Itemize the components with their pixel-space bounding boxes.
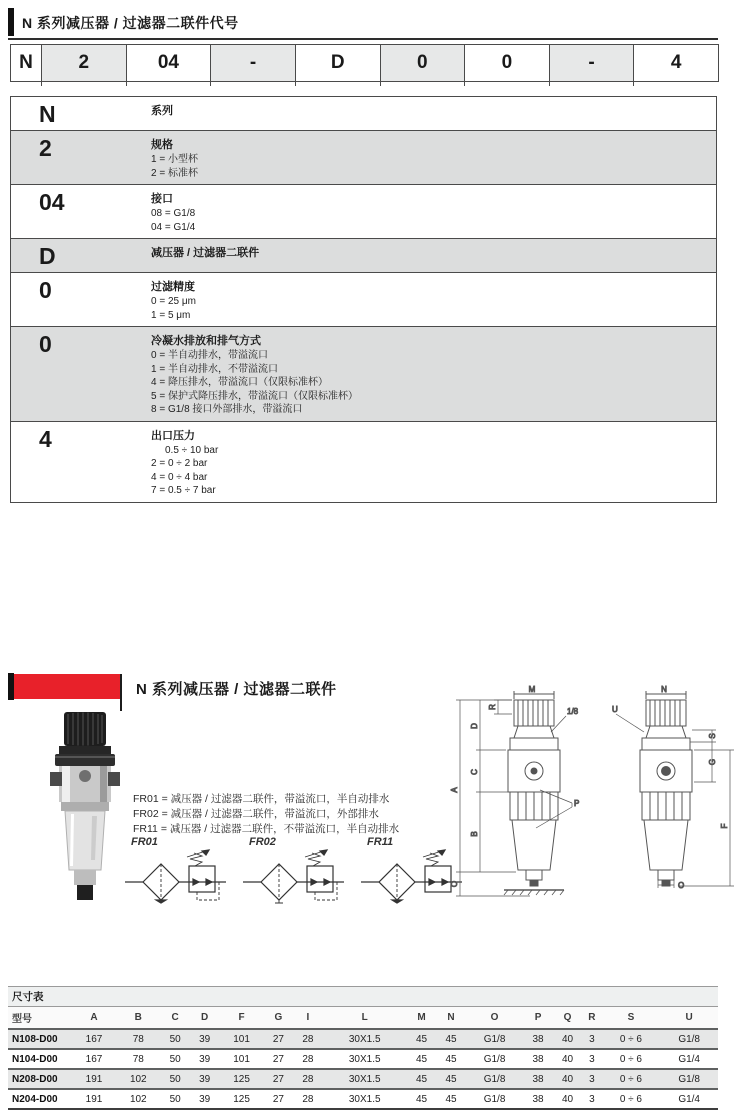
pneumatic-symbol: [123, 836, 231, 904]
dim-value: 30X1.5: [323, 1029, 407, 1049]
dimension-table-section: [8, 986, 718, 1110]
dimension-table-caption: 尺寸表: [8, 986, 718, 1007]
dimension-table-head: [8, 1007, 718, 1029]
dim-value: 167: [72, 1029, 116, 1049]
dim-value: 50: [160, 1089, 190, 1109]
dim-value: 125: [219, 1069, 263, 1089]
dim-value: 39: [190, 1049, 220, 1069]
header-rule: [8, 38, 718, 40]
dim-value: 39: [190, 1089, 220, 1109]
symbol-graphic: [123, 848, 231, 904]
code-option: 2 = 标准杯: [151, 167, 198, 179]
dim-label-G: G: [708, 758, 717, 766]
code-explanation-row: [11, 97, 716, 131]
dim-value: 101: [219, 1029, 263, 1049]
code-meaning-title: 系列: [151, 105, 173, 117]
section-vertical-rule: [120, 674, 122, 711]
dim-value: 45: [407, 1049, 437, 1069]
dim-value: 38: [523, 1089, 553, 1109]
code-meaning-title: 减压器 / 过滤器二联件: [151, 247, 260, 260]
code-option: 7 = 0.5 ÷ 7 bar: [151, 485, 216, 497]
dim-value: 102: [116, 1069, 160, 1089]
dim-value: 45: [407, 1089, 437, 1109]
code-explanation-table: [10, 96, 717, 503]
dim-column-header: P: [523, 1007, 553, 1029]
dim-value: 45: [407, 1069, 437, 1089]
code-cell: D: [296, 45, 381, 81]
code-character: 4: [39, 425, 52, 452]
dim-label-port: 1/8: [567, 707, 579, 716]
dim-label-S: S: [708, 733, 717, 739]
dim-value: 27: [264, 1049, 294, 1069]
dim-column-header: U: [660, 1007, 718, 1029]
code-character: 04: [39, 189, 65, 216]
dim-value: 28: [293, 1069, 323, 1089]
code-option: 5 = 保护式降压排水，带溢流口（仅限标准杯）: [151, 390, 358, 402]
code-option: 8 = G1/8 接口外部排水，带溢流口: [151, 404, 303, 416]
dim-value: 78: [116, 1029, 160, 1049]
dim-value: G1/4: [660, 1089, 718, 1109]
code-cell: 2: [42, 45, 127, 81]
variant-line: FR02 = 减压器 / 过滤器二联件，带溢流口，外部排水: [133, 808, 379, 820]
dim-value: 45: [407, 1029, 437, 1049]
dim-value: G1/8: [660, 1029, 718, 1049]
dim-value: 125: [219, 1089, 263, 1109]
dim-value: 28: [293, 1029, 323, 1049]
dim-table-row: [8, 1089, 718, 1109]
model-number: N108-D00: [8, 1029, 72, 1049]
dim-value: 40: [553, 1069, 583, 1089]
code-cell: N: [11, 45, 42, 81]
dim-label-A: A: [450, 787, 459, 793]
dim-value: 38: [523, 1029, 553, 1049]
dim-value: 28: [293, 1089, 323, 1109]
pneumatic-symbol: [241, 836, 349, 904]
dim-table-row: [8, 1049, 718, 1069]
dimension-table: [8, 1007, 718, 1110]
dim-column-header: R: [582, 1007, 601, 1029]
dim-value: 3: [582, 1089, 601, 1109]
dim-value: 27: [264, 1089, 294, 1109]
symbol-label: FR11: [367, 836, 394, 848]
dim-label-R: R: [488, 704, 497, 710]
dim-column-header: C: [160, 1007, 190, 1029]
code-option: 4 = 降压排水，带溢流口（仅限标准杯）: [151, 377, 328, 389]
dim-value: 102: [116, 1089, 160, 1109]
dim-value: 101: [219, 1049, 263, 1069]
header-accent-bar: [8, 8, 14, 36]
dim-value: 38: [523, 1069, 553, 1089]
dim-column-header: M: [407, 1007, 437, 1029]
dim-value: G1/8: [466, 1049, 524, 1069]
code-option: 0.5 ÷ 10 bar: [165, 444, 219, 456]
dim-column-header: N: [436, 1007, 466, 1029]
dim-value: 40: [553, 1089, 583, 1109]
code-row: [10, 44, 719, 82]
dim-value: 27: [264, 1069, 294, 1089]
variant-line: FR11 = 减压器 / 过滤器二联件，不带溢流口，半自动排水: [133, 823, 400, 835]
variant-descriptions: [133, 792, 399, 837]
dim-value: 30X1.5: [323, 1089, 407, 1109]
code-cell: 0: [381, 45, 466, 81]
dim-value: 30X1.5: [323, 1069, 407, 1089]
code-character: 0: [39, 331, 52, 358]
dim-table-row: [8, 1029, 718, 1049]
dim-value: 50: [160, 1029, 190, 1049]
dim-value: 45: [436, 1049, 466, 1069]
code-meaning-title: 过滤精度: [151, 281, 195, 294]
dim-column-header: B: [116, 1007, 160, 1029]
dim-value: 0 ÷ 6: [602, 1069, 661, 1089]
symbol-label: FR01: [131, 836, 158, 848]
code-explanation-row: [11, 239, 716, 273]
code-option: 0 = 半自动排水，带溢流口: [151, 350, 268, 362]
dim-value: 3: [582, 1049, 601, 1069]
dim-value: 50: [160, 1069, 190, 1089]
dim-value: 3: [582, 1029, 601, 1049]
section-title: N 系列减压器 / 过滤器二联件: [136, 681, 337, 698]
code-meaning-title: 出口压力: [151, 429, 195, 442]
dim-value: 39: [190, 1069, 220, 1089]
drawing-side-view: [604, 686, 742, 891]
product-photo: [40, 710, 130, 913]
dim-value: 78: [116, 1049, 160, 1069]
dim-label-O: O: [678, 881, 685, 890]
code-cell: 4: [634, 45, 718, 81]
dim-label-B: B: [470, 831, 479, 837]
code-option: 4 = 0 ÷ 4 bar: [151, 471, 208, 483]
dim-value: 45: [436, 1029, 466, 1049]
code-character: 0: [39, 277, 52, 304]
code-option: 1 = 半自动排水，不带溢流口: [151, 363, 278, 375]
dim-column-header: L: [323, 1007, 407, 1029]
drawing-front-view: [446, 686, 598, 891]
dim-column-header: 型号: [8, 1007, 72, 1029]
dim-value: 191: [72, 1089, 116, 1109]
dim-value: 0 ÷ 6: [602, 1049, 661, 1069]
code-explanation-row: [11, 327, 716, 422]
dimension-drawings: [446, 686, 742, 891]
dimension-table-body: [8, 1029, 718, 1109]
dim-value: G1/8: [466, 1029, 524, 1049]
code-cell: 0: [465, 45, 550, 81]
pneumatic-symbols: [123, 836, 467, 904]
dim-label-D: D: [470, 723, 479, 729]
dim-value: 0 ÷ 6: [602, 1089, 661, 1109]
code-character: D: [39, 243, 56, 270]
dim-column-header: Q: [553, 1007, 583, 1029]
code-cell: 04: [127, 45, 212, 81]
dim-value: 40: [553, 1029, 583, 1049]
model-number: N204-D00: [8, 1089, 72, 1109]
code-meaning-title: 接口: [151, 193, 173, 206]
dim-value: 167: [72, 1049, 116, 1069]
model-number: N104-D00: [8, 1049, 72, 1069]
dim-value: 30X1.5: [323, 1049, 407, 1069]
code-explanation-row: [11, 422, 716, 502]
dim-value: 28: [293, 1049, 323, 1069]
dim-column-header: S: [602, 1007, 661, 1029]
dim-value: 45: [436, 1089, 466, 1109]
dim-table-row: [8, 1069, 718, 1089]
code-explanation-row: [11, 185, 716, 239]
code-option: 2 = 0 ÷ 2 bar: [151, 458, 208, 470]
dim-value: 27: [264, 1029, 294, 1049]
dim-value: 0 ÷ 6: [602, 1029, 661, 1049]
code-explanation-row: [11, 131, 716, 185]
code-option: 0 = 25 μm: [151, 296, 196, 308]
code-option: 08 = G1/8: [151, 208, 196, 220]
dim-column-header: O: [466, 1007, 524, 1029]
variant-line: FR01 = 减压器 / 过滤器二联件，带溢流口，半自动排水: [133, 793, 390, 805]
dim-value: 191: [72, 1069, 116, 1089]
dim-column-header: A: [72, 1007, 116, 1029]
dim-value: 45: [436, 1069, 466, 1089]
dim-column-header: I: [293, 1007, 323, 1029]
dim-value: G1/4: [660, 1049, 718, 1069]
symbol-label: FR02: [249, 836, 276, 848]
code-option: 1 = 小型杯: [151, 154, 198, 166]
code-meaning-title: 冷凝水排放和排气方式: [151, 335, 261, 348]
dim-label-F: F: [720, 823, 729, 829]
code-option: 04 = G1/4: [151, 221, 196, 233]
code-explanation-row: [11, 273, 716, 327]
dim-column-header: D: [190, 1007, 220, 1029]
dim-label-U: U: [612, 705, 618, 714]
dim-column-header: F: [219, 1007, 263, 1029]
code-character: N: [39, 101, 56, 127]
dim-value: 39: [190, 1029, 220, 1049]
section-red-banner: [14, 674, 120, 699]
dim-label-N: N: [661, 685, 667, 694]
code-meaning-title: 规格: [151, 139, 173, 152]
model-number: N208-D00: [8, 1069, 72, 1089]
dim-label-M: M: [528, 685, 536, 694]
dim-value: G1/8: [466, 1069, 524, 1089]
dim-label-P: P: [574, 799, 580, 808]
dim-column-header: G: [264, 1007, 294, 1029]
dim-label-O: O: [450, 880, 459, 888]
code-character: 2: [39, 135, 52, 162]
dim-label-C: C: [470, 769, 479, 775]
page-title: N 系列减压器 / 过滤器二联件代号: [22, 15, 239, 31]
dim-value: G1/8: [466, 1089, 524, 1109]
dim-value: 38: [523, 1049, 553, 1069]
dim-value: G1/8: [660, 1069, 718, 1089]
code-cell: -: [211, 45, 296, 81]
code-cell: -: [550, 45, 635, 81]
symbol-graphic: [241, 848, 349, 904]
dim-value: 3: [582, 1069, 601, 1089]
dim-value: 40: [553, 1049, 583, 1069]
code-option: 1 = 5 μm: [151, 309, 191, 321]
dim-value: 50: [160, 1049, 190, 1069]
